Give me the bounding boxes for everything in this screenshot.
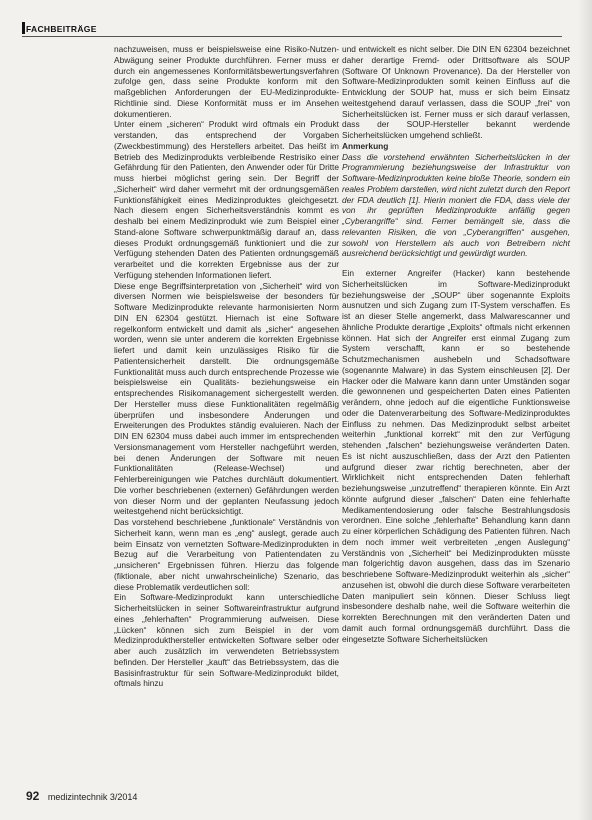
left-text-column [114,44,339,689]
note-text: Dass die vorstehend erwähnten Sicherheitslücken in der Programmierung beziehungsweise der Infrastruktur von Software-Medizinprodukten keine bloße Theorie, sondern ein reales Problem darstellen, wird nicht zuletzt durch den Report der FDA deutlich [1]. Hierin moniert die FDA, dass viele der von ihr geprüften Medizinprodukte anfällig gegen „Cyberangriffe“ sind. Ferner bemängelt sie, dass die relevanten Risiken, die von „Cyberangriffen“ ausgehen, sowohl von Herstellern als auch von Betreibern nicht ausreichend berücksichtigt und gewürdigt wurden. [342,151,570,259]
section-header: FACHBEITRÄGE [26,24,97,34]
journal-name: medizintechnik 3/2014 [47,792,138,802]
paragraph: Ein externer Angreifer (Hacker) kann bestehende Sicherheitslücken im Software-Medizinprodukt beziehungsweise der „SOUP“ über sogenannte Exploits ausnutzen und sich Zugang zum IT-System verschaffen. Es ist an dieser Stelle angemerkt, dass Malwarescanner und ähnliche Produkte derartige „Exploits“ oftmals nicht erkennen können. Hat sich der Angreifer erst einmal Zugang zum System verschafft, kann er so bestehende Schutzmechanismen aushebeln und Schadsoftware (sogenannte Malware) in das System einschleusen [2]. Der Hacker oder die Malware kann dann unter Umständen sogar die gewonnenen und gespeicherten Daten eines Patienten verändern, ohne jedoch auf die eigentliche Funktionsweise oder die Datenverarbeitung des Software-Medizinproduktes Einfluss zu nehmen. Das Medizinprodukt selbst arbeitet weiterhin „funktional korrekt“ mit den zur Verfügung stehenden „falschen“ beziehungsweise veränderten Daten. Es ist nicht auszuschließen, dass der Arzt den Patienten aufgrund dieser zwar richtig berechneten, aber der Wirklichkeit nicht entsprechenden Daten fehlerhaft beziehungsweise „unzutreffend“ therapieren könnte. Ein Arzt könnte aufgrund dieser „falschen“ Daten eine fehlerhafte Medikamentendosierung oder falsche Bestrahlungsdosis verordnen. Eine solche „fehlerhafte“ Behandlung kann dann zu einer körperlichen Schädigung des Patienten führen. Nach dem noch immer weit verbreiteten „engen Auslegung“ Verständnis von „Sicherheit“ bei Medizinprodukten müsste man folgerichtig davon ausgehen, dass das im Szenario beschriebene Software-Medizinprodukt weiterhin als „sicher“ anzusehen ist, obwohl die durch diese Software verarbeiteten Daten manipuliert sein können. Dieser Schluss liegt insbesondere deshalb nahe, weil die Software weiterhin die korrekten Berechnungen mit den veränderten Daten und damit auch formal ordnungsgemäß durchführt. Dass die eingesetzte Software Sicherheitslücken [342,268,570,644]
right-text-column [342,44,570,644]
page-number: 92 [26,789,40,803]
paragraph: nachzuweisen, muss er beispielsweise eine Risiko-Nutzen-Abwägung seiner Produkte durchführen. Ferner muss er durch ein angemessenes Konformitätsbewertungsverfahren zufolge gen, dass seine Produkte konform mit den maßgeblichen Anforderungen der EU-Medizinprodukte-Richtlinie sind. Diese Konformität muss er im Ansehen dokumentieren. [114,44,339,119]
paragraph: Unter einem „sicheren“ Produkt wird oftmals ein Produkt verstanden, das entsprechend der Vorgaben (Zweckbestimmung) des Herstellers arbeitet. Das heißt im Betrieb des Medizinprodukts verbleibende Restrisiko einer Gefährdung für den Patienten, den Anwender oder für Dritte muss hierbei möglichst gering sein. Der Begriff der „Sicherheit“ wird daher vermehrt mit der ordnungsgemäßen Funktionsfähigkeit eines Medizinproduktes gleichgesetzt. Nach diesem engen Sicherheitsverständnis kommt es deshalb bei einem Medizinprodukt wie zum Beispiel einer Stand-alone Software schwerpunktmäßig darauf an, dass dieses Produkt ordnungsgemäß funktioniert und die zur Verfügung stehenden Daten des Patienten ordnungsgemäß verarbeitet und die korrekten Ergebnisse aus der zur Verfügung stehenden Informationen liefert. [114,119,339,280]
paragraph: Ein Software-Medizinprodukt kann unterschiedliche Sicherheitslücken in seiner Softwareinfrastruktur aufgrund eines „fehlerhaften“ Programmierung aufweisen. Diese „Lücken“ können sich zum Beispiel in der vom Medizinprodukthersteller entwickelten Software selber oder aber auch zusätzlich im verwendeten Betriebssystem befinden. Der Hersteller „kauft“ das Betriebssystem, das die Basisinfrastruktur für sein Software-Medizinprodukt bildet, oftmals hinzu [114,592,339,689]
page-footer [26,789,137,803]
scan-shadow [578,0,592,820]
paragraph: und entwickelt es nicht selber. Die DIN EN 62304 bezeichnet daher derartige Fremd- oder Drittsoftware als SOUP (Software Of Unknown Provenance). Da der Hersteller von Software-Medizinprodukten somit keinen Einfluss auf die Entwicklung der SOUP hat, muss er sich beim Einsatz weitestgehend darauf verlassen, dass die SOUP „frei“ von Sicherheitslücken ist. Ferner muss er sich darauf verlassen, dass der SOUP-Hersteller bekannt werdende Sicherheitslücken umgehend schließt. [342,44,570,140]
header-divider [22,36,562,37]
note-box [342,141,570,259]
paragraph: Das vorstehend beschriebene „funktionale“ Verständnis von Sicherheit kann, wenn man es „eng“ auslegt, gerade auch beim Einsatz von vernetzten Software-Medizinprodukten in Bezug auf die Verarbeitung von Patientendaten zu „unsicheren“ Ergebnissen führen. Hierzu das folgende (fiktionale, aber nicht unwahrscheinliche) Szenario, das diese Problematik verdeutlichen soll: [114,517,339,592]
paragraph: Diese enge Begriffsinterpretation von „Sicherheit“ wird von diversen Normen wie beispielsweise der besonders für Software Medizinprodukte relevante harmonisierten Norm DIN EN 62304 gestützt. Hiernach ist eine Software regelkonform entwickelt und damit als „sicher“ angesehen worden, wenn sie unter anderem die korrekten Ergebnisse liefert und damit kein unzulässiges Risiko für die Patientensicherheit darstellt. Die ordnungsgemäße Funktionalität muss auch durch entsprechende Prozesse wie beispielsweise ein Qualitäts- beziehungsweise ein entsprechendes Risikomanagement sichergestellt werden. Der Hersteller muss diese Funktionalitäten regelmäßig überprüfen und insbesondere Änderungen und Erweiterungen des Produktes ständig evaluieren. Nach der DIN EN 62304 muss dabei auch immer im entsprechenden Versionsmanagement vom Hersteller nachgeführt werden, bei denen Änderungen der Software mit neuen Funktionalitäten (Release-Wechsel) und Fehlerbereinigungen wie Patches durchläuft dokumentiert. Die vorher beschriebenen (externen) Gefährdungen werden von dieser Norm und der geplanten Neufassung jedoch weitestgehend nicht berücksichtigt. [114,280,339,517]
header-marker-bar [22,22,25,34]
note-heading: Anmerkung [342,140,389,151]
